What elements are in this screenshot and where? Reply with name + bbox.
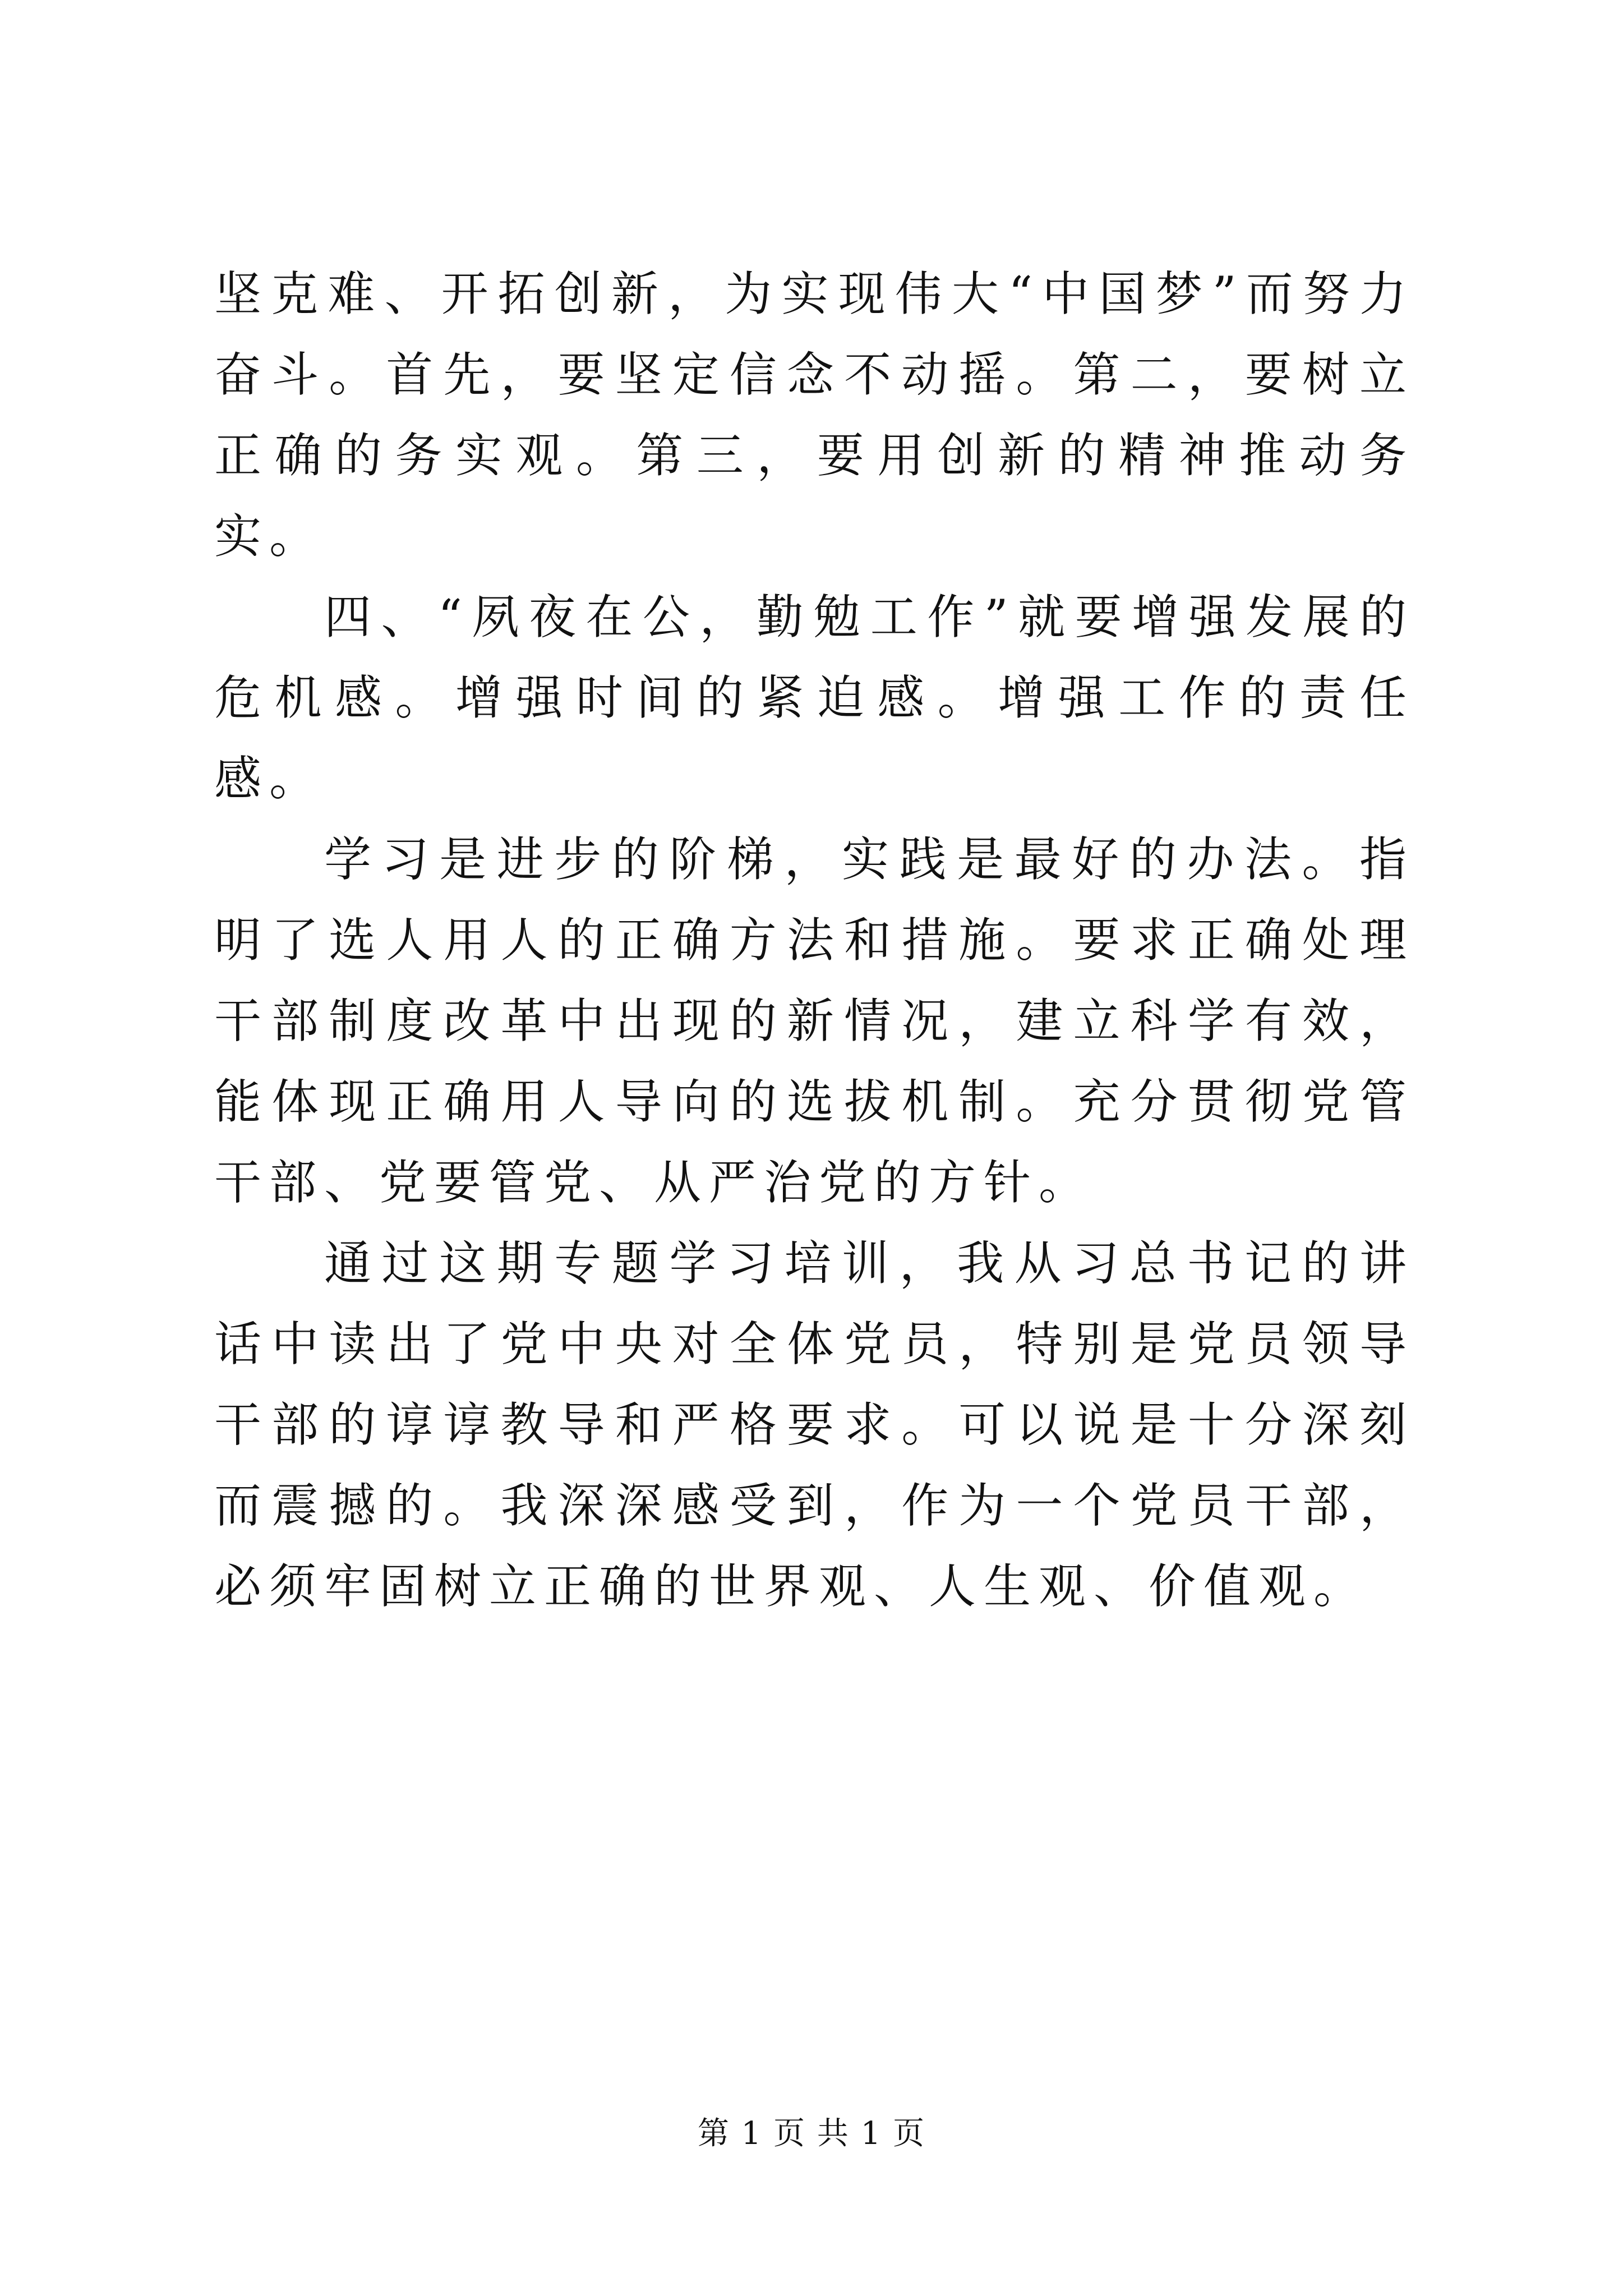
paragraph-study: 学习是进步的阶梯，实践是最好的办法。指明了选人用人的正确方法和措施。要求正确处理干部制度改革中出现的新情况，建立科学有效，能体现正确用人导向的选拔机制。充分贯彻党管干部、党要管党、从严治党的方针。 [214,832,1414,1210]
page-number-footer: 第 1 页 共 1 页 [697,2115,926,2152]
paragraph-conclusion: 通过这期专题学习培训，我从习总书记的讲话中读出了党中央对全体党员，特别是党员领导干部的谆谆教导和严格要求。可以说是十分深刻而震撼的。我深深感受到，作为一个党员干部，必须牢固树立正确的世界观、人生观、价值观。 [214,1236,1414,1614]
document-body [214,254,1414,1627]
paragraph-continuation: 坚克难、开拓创新，为实现伟大“中国梦”而努力奋斗。首先，要坚定信念不动摇。第二，要树立正确的务实观。第三，要用创新的精神推动务实。 [214,266,1414,564]
paragraph-four: 四、“夙夜在公，勤勉工作”就要增强发展的危机感。增强时间的紧迫感。增强工作的责任感。 [214,590,1414,806]
